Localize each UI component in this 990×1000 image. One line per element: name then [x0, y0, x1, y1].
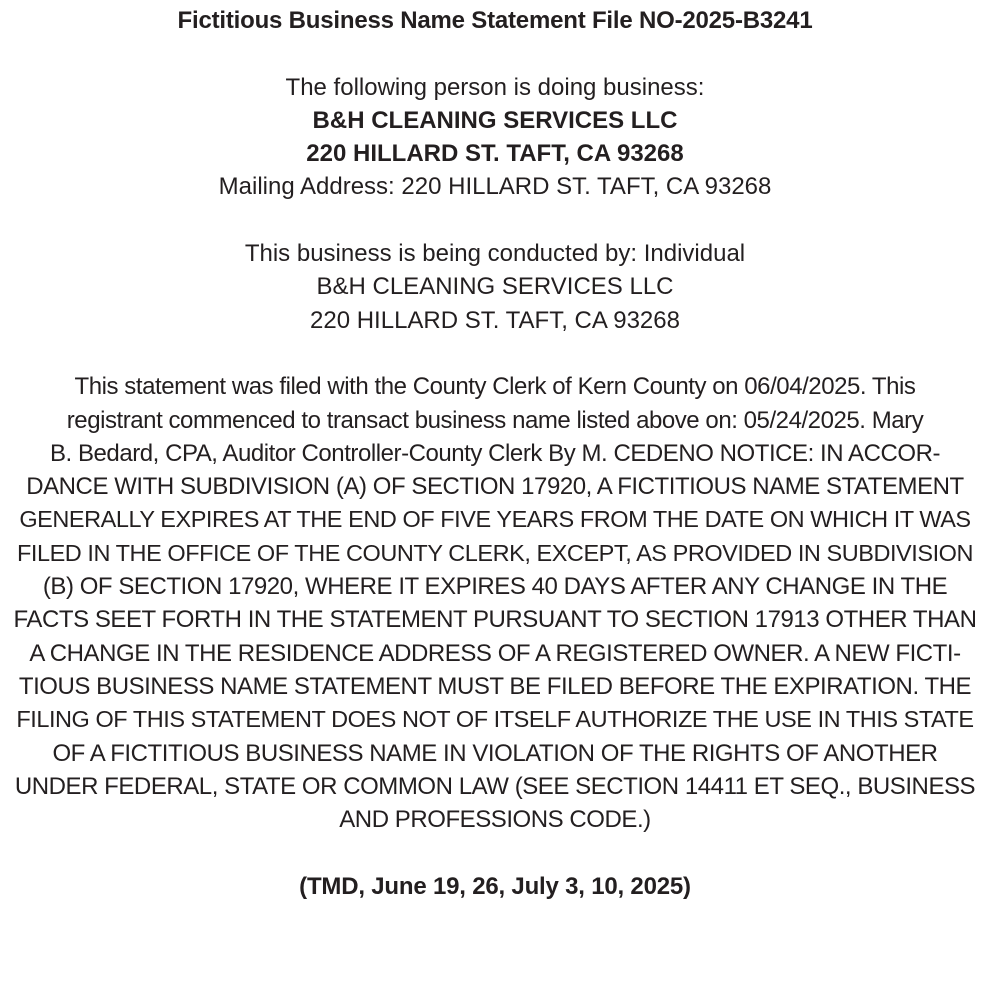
- notice-title: Fictitious Business Name Statement File NO-2025-B3241: [177, 7, 813, 34]
- statement-line: (B) OF SECTION 17920, WHERE IT EXPIRES 40 DAYS AFTER ANY CHANGE IN THE: [42, 573, 948, 601]
- statement-body: [10, 370, 980, 836]
- intro-lead-text: The following person is doing business:: [285, 73, 705, 101]
- statement-line: AND PROFESSIONS CODE.): [339, 806, 651, 834]
- conducted-by-block: [10, 237, 980, 337]
- publication-dates: (TMD, June 19, 26, July 3, 10, 2025): [299, 872, 691, 900]
- statement-line: TIOUS BUSINESS NAME STATEMENT MUST BE FILED BEFORE THE EXPIRATION. THE: [18, 672, 972, 700]
- business-address: 220 HILLARD ST. TAFT, CA 93268: [306, 140, 684, 168]
- statement-line: FACTS SEET FORTH IN THE STATEMENT PURSUANT TO SECTION 17913 OTHER THAN: [13, 606, 977, 634]
- statement-line: OF A FICTITIOUS BUSINESS NAME IN VIOLATION OF THE RIGHTS OF ANOTHER: [52, 739, 938, 767]
- statement-line: FILED IN THE OFFICE OF THE COUNTY CLERK, EXCEPT, AS PROVIDED IN SUBDIVISION: [16, 539, 974, 566]
- statement-line: A CHANGE IN THE RESIDENCE ADDRESS OF A REGISTERED OWNER. A NEW FICTI-: [29, 639, 961, 667]
- statement-line: B. Bedard, CPA, Auditor Controller-County Clerk By M. CEDENO NOTICE: IN ACCOR-: [49, 439, 941, 467]
- statement-line: UNDER FEDERAL, STATE OR COMMON LAW (SEE SECTION 14411 ET SEQ., BUSINESS: [14, 772, 976, 800]
- statement-line: registrant commenced to transact business name listed above on: 05/24/2025. Mary: [66, 406, 924, 434]
- statement-line: GENERALLY EXPIRES AT THE END OF FIVE YEARS FROM THE DATE ON WHICH IT WAS: [19, 506, 971, 533]
- registrant-name: B&H CLEANING SERVICES LLC: [316, 273, 674, 301]
- mailing-address: Mailing Address: 220 HILLARD ST. TAFT, CA 93268: [218, 173, 772, 201]
- spacer: [10, 204, 980, 237]
- statement-line: FILING OF THIS STATEMENT DOES NOT OF ITSELF AUTHORIZE THE USE IN THIS STATE: [16, 706, 974, 733]
- business-intro-block: [10, 71, 980, 204]
- conducted-by-text: This business is being conducted by: Individual: [244, 240, 746, 268]
- business-name: B&H CLEANING SERVICES LLC: [312, 106, 678, 134]
- spacer: [10, 37, 980, 70]
- statement-line: This statement was filed with the County Clerk of Kern County on 06/04/2025. This: [74, 373, 916, 401]
- registrant-address: 220 HILLARD ST. TAFT, CA 93268: [310, 306, 680, 334]
- spacer: [10, 836, 980, 869]
- statement-line: DANCE WITH SUBDIVISION (A) OF SECTION 17920, A FICTITIOUS NAME STATEMENT: [26, 473, 964, 501]
- spacer: [10, 337, 980, 370]
